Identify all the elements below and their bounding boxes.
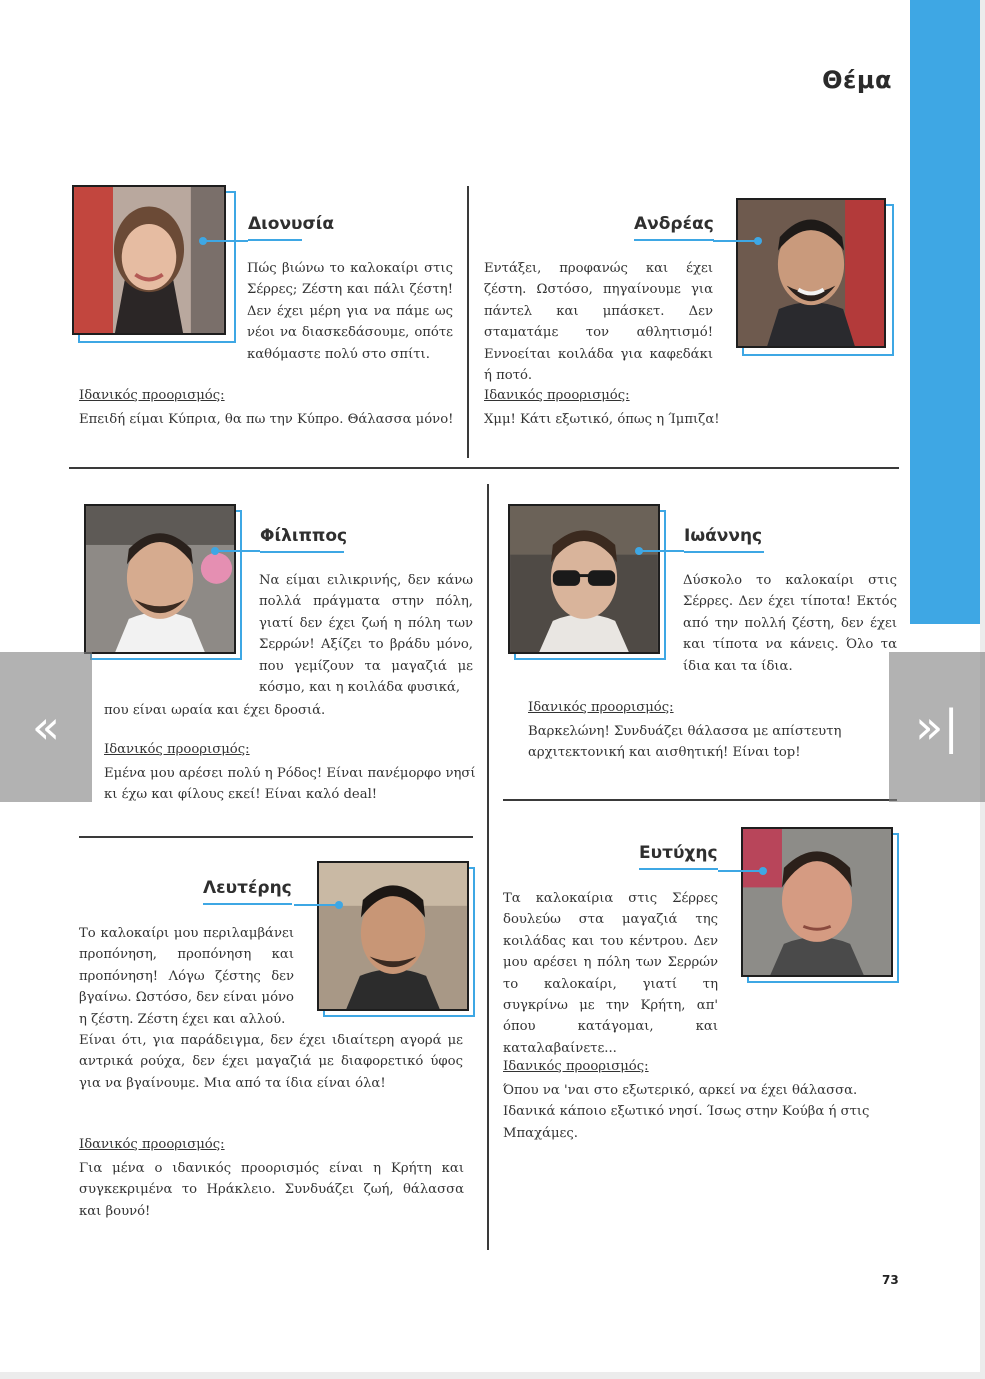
person-name: Ιωάννης — [684, 526, 764, 553]
person-name: Διονυσία — [248, 214, 302, 241]
person-text-continued: που είναι ωραία και έχει δροσιά. — [104, 703, 326, 718]
person-name: Λευτέρης — [203, 878, 292, 905]
double-chevron-left-icon: « — [31, 700, 61, 754]
portrait-photo — [84, 504, 236, 654]
name-connector — [718, 870, 764, 872]
destination-text: Για μένα ο ιδανικός προορισμός είναι η Κρήτη και συγκεκριμένα το Ηράκλειο. Συνδυάζει ζωή, θάλασσα και βουνό! — [79, 1161, 464, 1219]
row-divider-1 — [69, 467, 899, 469]
destination-text: Επειδή είμαι Κύπρια, θα πω την Κύπρο. Θάλασσα μόνο! — [79, 412, 454, 427]
portrait-icon — [738, 200, 884, 346]
previous-page-button[interactable] — [0, 652, 92, 802]
person-text: Το καλοκαίρι μου περιλαμβάνει προπόνηση, προπόνηση και προπόνηση! Λόγω ζέστης δεν βγαίνω. Ωστόσο, δεν είναι μόνο η ζέστη. Ζέστη έχει και αλλού. — [79, 926, 294, 1027]
destination-text: Όπου να 'ναι στο εξωτερικό, αρκεί να έχει θάλασσα. Ιδανικά κάποιο εξωτικό νησί. Ίσως στην Κούβα ή στις Μπαχάμες. — [503, 1083, 870, 1141]
portrait-photo — [508, 504, 660, 654]
section-title: Θέμα — [822, 66, 892, 94]
person-name: Φίλιππος — [260, 526, 344, 553]
portrait-photo — [317, 861, 469, 1011]
blue-side-strip — [910, 0, 980, 624]
destination-label: Ιδανικός προορισμός: — [528, 700, 674, 715]
name-connector — [713, 240, 759, 242]
person-text-continued: Είναι ότι, για παράδειγμα, δεν έχει ιδιαίτερη αγορά με αντρικά ρούχα, δεν έχει μαγαζιά με διαφορετικό ύφος για να βγαίνουμε. Μια από τα ίδια είναι όλα! — [79, 1033, 463, 1091]
column-divider-top — [467, 186, 469, 458]
portrait-icon — [86, 506, 234, 652]
person-text: Να είμαι ειλικρινής, δεν κάνω πολλά πράγματα στην πόλη, γιατί δεν έχει ζωή η πόλη των Σερρών! Αξίζει το βράδυ μόνο, που γεμίζουν τα μαγαζιά με κόσμο, και η κοιλάδα φυσικά, — [259, 573, 473, 696]
destination-text: Εμένα μου αρέσει πολύ η Ρόδος! Είναι πανέμορφο νησί κι έχω και φίλους εκεί! Είναι καλό deal! — [104, 766, 476, 803]
column-divider-bottom — [487, 484, 489, 1250]
row-divider-left — [79, 836, 473, 838]
portrait-photo — [736, 198, 886, 348]
row-divider-right — [503, 799, 897, 801]
destination-label: Ιδανικός προορισμός: — [104, 742, 250, 757]
destination-label: Ιδανικός προορισμός: — [503, 1059, 649, 1074]
name-connector — [202, 240, 248, 242]
person-text: Πώς βιώνω το καλοκαίρι στις Σέρρες; Ζέστη και πάλι ζέστη! Δεν έχει μέρη για να πάμε ως νέοι να διασκεδάσουμε, οπότε καθόμαστε πολύ στο σπίτι. — [247, 261, 453, 362]
destination-label: Ιδανικός προορισμός: — [484, 388, 630, 403]
person-name: Ανδρέας — [634, 214, 714, 241]
double-chevron-right-icon: »| — [915, 700, 959, 754]
name-connector — [294, 904, 340, 906]
portrait-icon — [74, 187, 224, 333]
page-number: 73 — [882, 1273, 899, 1287]
portrait-photo — [741, 827, 893, 977]
person-name: Ευτύχης — [639, 843, 718, 870]
destination-label: Ιδανικός προορισμός: — [79, 1137, 225, 1152]
destination-text: Βαρκελώνη! Συνδυάζει θάλασσα με απίστευτη αρχιτεκτονική και αισθητική! Είναι top! — [528, 724, 842, 761]
portrait-photo — [72, 185, 226, 335]
name-connector — [214, 550, 260, 552]
next-page-button[interactable] — [889, 652, 985, 802]
portrait-icon — [510, 506, 658, 652]
person-text: Τα καλοκαίρια στις Σέρρες δουλεύω στα μαγαζιά της κοιλάδας και του κέντρου. Δεν μου αρέσει η πόλη των Σερρών το καλοκαίρι, γιατί τη συγκρίνω με την Κρήτη, απ' όπου κατάγομαι, και καταλαβαίνετε... — [503, 891, 718, 1056]
destination-text: Χμμ! Κάτι εξωτικό, όπως η Ίμπιζα! — [484, 412, 720, 427]
person-text: Δύσκολο το καλοκαίρι στις Σέρρες. Δεν έχει τίποτα! Εκτός από την πολλή ζέστη, δεν έχει και τίποτα να κάνεις. Όλο τα ίδια και τα ίδια. — [683, 573, 897, 674]
name-connector — [638, 550, 684, 552]
portrait-icon — [319, 863, 467, 1009]
portrait-icon — [743, 829, 891, 975]
destination-label: Ιδανικός προορισμός: — [79, 388, 225, 403]
person-text: Εντάξει, προφανώς και έχει ζέστη. Ωστόσο, πηγαίνουμε για πάντελ και μπάσκετ. Δεν σταματάμε τον αθλητισμό! Εννοείται κοιλάδα για καφεδάκι ή ποτό. — [484, 261, 713, 384]
